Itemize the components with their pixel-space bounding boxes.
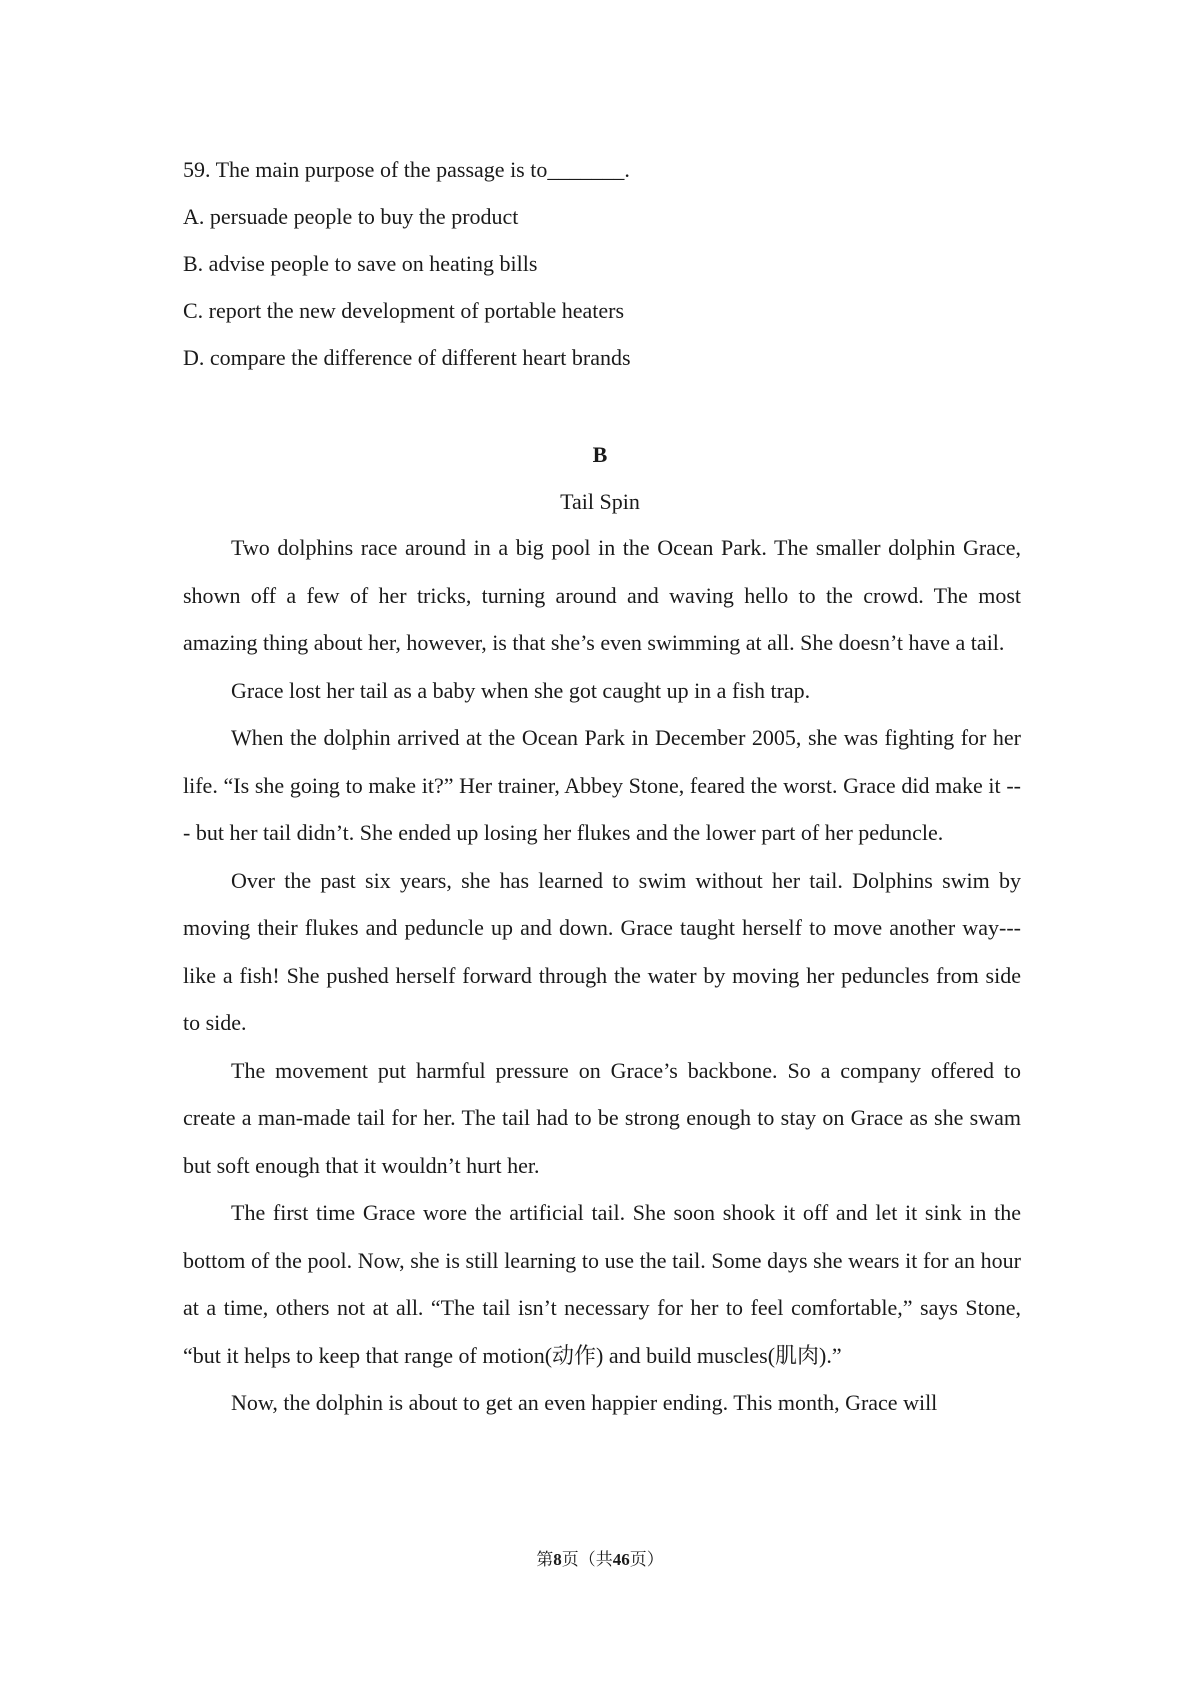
paragraph: Grace lost her tail as a baby when she got caught up in a fish trap. [231, 677, 811, 703]
question-59 [183, 146, 1023, 381]
paragraph: The first time Grace wore the artificial tail. She soon shook it off and let it sink in the bottom of the pool. Now, she is still learning to use the tail. Some days she wears it for an hour at a time, others not at all. “The tail isn’t necessary for her to feel comfortable,” says Stone, “but it helps to keep that range of motion(动作) and build muscles(肌肉).” [183, 1200, 1021, 1368]
footer-middle: 页（共 [561, 1550, 613, 1569]
footer-prefix: 第 [536, 1550, 554, 1569]
footer-suffix: 页） [629, 1550, 664, 1569]
paragraph: The movement put harmful pressure on Grace’s backbone. So a company offered to create a man-made tail for her. The tail had to be strong enough to stay on Grace as she swam but soft enough that it wouldn’t hurt her. [183, 1057, 1021, 1178]
passage-title: Tail Spin [560, 489, 640, 514]
footer-total-pages: 46 [612, 1550, 630, 1569]
paragraph: Now, the dolphin is about to get an even happier ending. This month, Grace will [231, 1390, 938, 1415]
section-letter: B [592, 442, 608, 467]
question-stem: 59. The main purpose of the passage is to_______. [183, 157, 630, 182]
option-a: A. persuade people to buy the product [183, 204, 519, 229]
paragraph: Over the past six years, she has learned to swim without her tail. Dolphins swim by moving their flukes and peduncle up and down. Grace taught herself to move another way---like a fish! She pushed herself forward through the water by moving her peduncles from side to side. [183, 867, 1021, 1035]
option-b: B. advise people to save on heating bills [183, 251, 538, 276]
footer-page-number: 8 [553, 1550, 562, 1569]
option-c: C. report the new development of portable heaters [183, 298, 625, 323]
option-d: D. compare the difference of different heart brands [183, 345, 631, 370]
paragraph: When the dolphin arrived at the Ocean Park in December 2005, she was fighting for her life. “Is she going to make it?” Her trainer, Abbey Stone, feared the worst. Grace did make it --- but her tail didn’t. She ended up losing her flukes and the lower part of her peduncle. [183, 725, 1021, 845]
page-footer [0, 1548, 1200, 1572]
passage-body [183, 524, 1021, 1427]
paragraph: Two dolphins race around in a big pool in the Ocean Park. The smaller dolphin Grace, shown off a few of her tricks, turning around and waving hello to the crowd. The most amazing thing about her, however, is that she’s even swimming at all. She doesn’t have a tail. [183, 535, 1021, 655]
